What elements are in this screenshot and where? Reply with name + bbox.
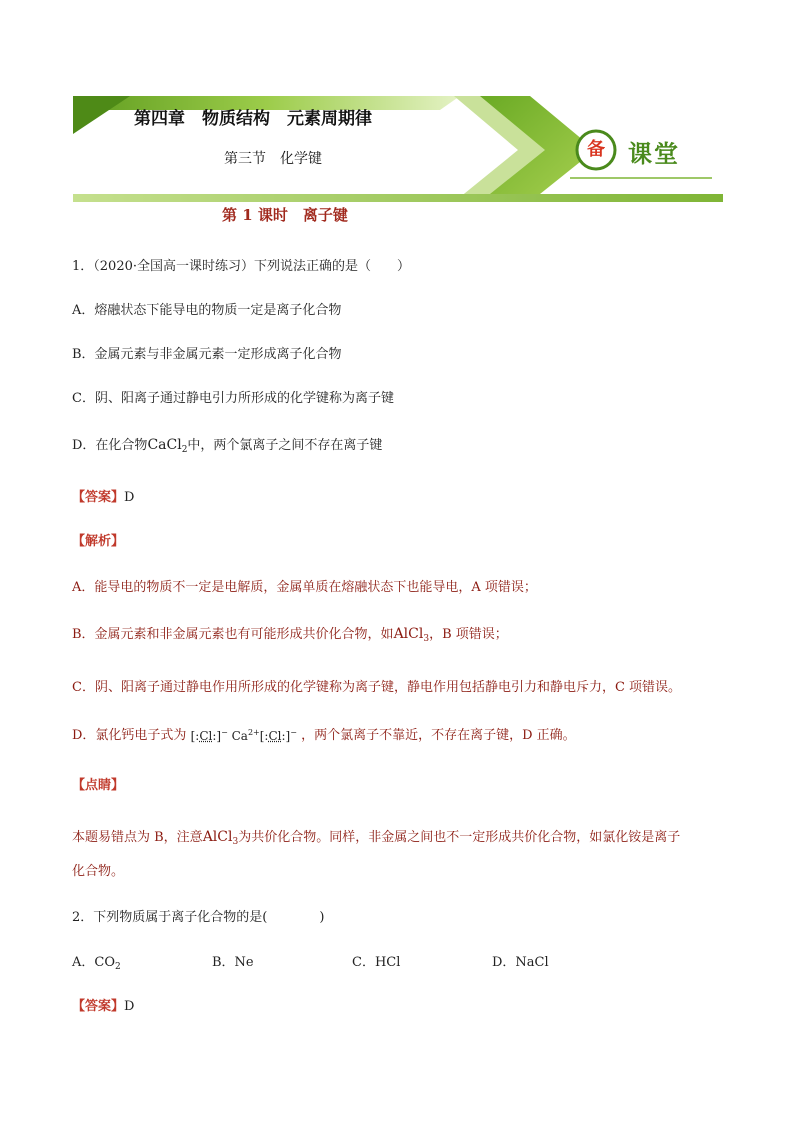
q1-option-d <box>72 434 382 455</box>
formula-cacl2: CaCl$_2$ <box>147 437 188 455</box>
lesson-title: 第 1 课时 离子键 <box>222 206 348 224</box>
q2-option-d: D．NaCl <box>492 955 549 970</box>
q2-options <box>72 951 632 972</box>
q1-analysis-tag: 【解析】 <box>72 534 125 549</box>
brand-text: 课堂 <box>628 139 680 168</box>
note-line-2: 化合物。 <box>72 864 125 879</box>
analysis-a: A．能导电的物质不一定是电解质，金属单质在熔融状态下也能导电，A 项错误； <box>72 580 537 595</box>
analysis-c: C．阴、阳离子通过静电作用所形成的化学键称为离子键，静电作用包括静电引力和静电斥力，C 项错误。 <box>72 680 682 695</box>
bottom-green-bar <box>73 194 723 202</box>
answer-tag: 【答案】 <box>72 490 125 505</box>
section-title: 第三节 化学键 <box>224 151 322 167</box>
q2-option-c: C．HCl <box>352 955 401 970</box>
q1-option-d-post: 中，两个氯离子之间不存在离子键 <box>187 438 383 453</box>
formula-alcl3-note: AlCl$_3$ <box>202 829 239 847</box>
formula-alcl3: AlCl$_3$ <box>393 626 430 644</box>
left-dark-wedge <box>73 96 130 134</box>
lewis-ca: $Ca^{2+}$ <box>231 728 260 743</box>
q1-option-d-pre: D．在化合物 <box>72 438 148 453</box>
chapter-title: 第四章 物质结构 元素周期律 <box>134 109 372 129</box>
q1-option-c: C．阴、阳离子通过静电引力所形成的化学键称为离子键 <box>72 391 394 406</box>
lewis-cl-right: [:Cl:]− <box>259 728 297 743</box>
q1-stem: 1．（2020·全国高一课时练习）下列说法正确的是（ ） <box>72 259 410 274</box>
analysis-d: D．氯化钙电子式为 [:Cl:]− $Ca^{2+}[:Cl:]^-$ ，两个氯离子不靠近，不存在离子键，D 正确。 <box>72 728 576 743</box>
q2-option-b: B．Ne <box>212 955 254 970</box>
q2-answer: 【答案】D <box>72 999 135 1014</box>
answer-value: D <box>124 490 135 505</box>
q1-option-a: A．熔融状态下能导电的物质一定是离子化合物 <box>72 303 342 318</box>
header-banner <box>0 0 794 215</box>
q1-option-b: B．金属元素与非金属元素一定形成离子化合物 <box>72 347 342 362</box>
q2-option-a: A．$CO_2$ <box>72 955 121 972</box>
note-line-1: 本题易错点为 B，注意AlCl$_3$为共价化合物。同样，非金属之间也不一定形成共价化合物，如氯化铵是离子 <box>72 829 681 847</box>
brand-char: 备 <box>587 139 605 160</box>
q1-answer <box>72 486 134 505</box>
q1-note-tag: 【点睛】 <box>72 778 125 793</box>
analysis-b: B．金属元素和非金属元素也有可能形成共价化合物，如AlCl$_3$，B 项错误； <box>72 626 508 644</box>
lewis-cl-left: [:Cl:]− <box>190 728 228 743</box>
lewis-structure-cacl2 <box>191 728 297 743</box>
q2-stem: 2．下列物质属于离子化合物的是( ) <box>72 910 325 925</box>
